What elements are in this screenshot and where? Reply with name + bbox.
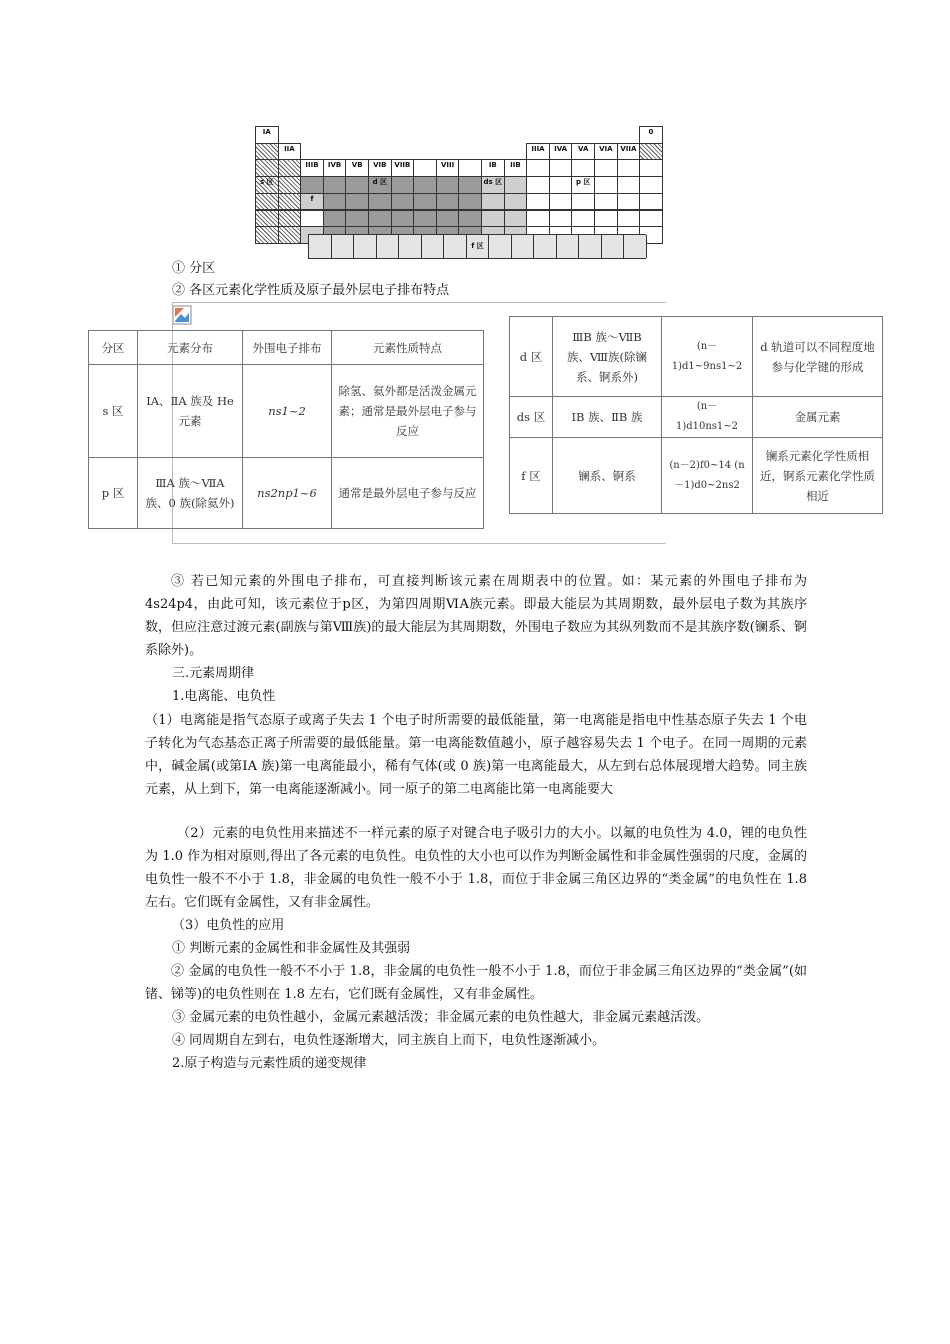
d-cell bbox=[413, 176, 437, 194]
p-cell bbox=[594, 176, 618, 194]
group-label-IVA: IVA bbox=[549, 143, 573, 161]
p-cell bbox=[571, 193, 595, 211]
p-cell bbox=[526, 210, 550, 228]
group-label-cell: IB bbox=[481, 159, 505, 177]
f-cell bbox=[534, 235, 557, 258]
p-region-label: p 区 bbox=[571, 176, 595, 194]
f-cell bbox=[309, 235, 332, 258]
ds-cell bbox=[504, 176, 528, 194]
s-cell bbox=[278, 176, 302, 194]
p-cell bbox=[639, 176, 663, 194]
row-f-dist: 镧系、锕系 bbox=[553, 438, 662, 514]
paragraph-ionization-energy: （1）电离能是指气态原子或离子失去 1 个电子时所需要的最低能量，第一电离能是指电中性基态原子失去 1 个电子转化为气态基态正离子所需要的最低能量。第一电离能数值越小，原子越容易失去 1 个电子。在同一周期的元素中，碱金属(或第ⅠA 族)第一电离能最小，稀有气体(或 0 族)第一电离能最大，从左到右总体展现增大趋势。同主族元素，从上到下，第一电离能逐渐减小。同一原子的第二电离能比第一电离能要大 bbox=[145, 713, 807, 797]
p-cell bbox=[549, 159, 573, 177]
d-region-label: d 区 bbox=[368, 176, 392, 194]
header-config: 外围电子排布 bbox=[243, 331, 332, 365]
ds-cell bbox=[504, 193, 528, 211]
s-cell bbox=[278, 193, 302, 211]
p-cell bbox=[617, 210, 641, 228]
group-label-0: 0 bbox=[639, 126, 663, 144]
header-zone: 分区 bbox=[89, 331, 138, 365]
f-cell bbox=[624, 235, 647, 258]
f-cell bbox=[422, 235, 445, 258]
row-p-dist: ⅢA 族～ⅦA 族、0 族(除氦外) bbox=[138, 458, 243, 529]
d-cell bbox=[300, 176, 324, 194]
d-cell bbox=[323, 210, 347, 228]
f-region-label: f 区 bbox=[467, 235, 490, 258]
row-d-feature: d 轨道可以不同程度地参与化学键的形成 bbox=[753, 317, 883, 397]
group-label-cell: IIB bbox=[504, 159, 528, 177]
d-cell bbox=[345, 193, 369, 211]
p-cell bbox=[617, 193, 641, 211]
group-label-VIA: VIA bbox=[594, 143, 618, 161]
group-label-cell: VIB bbox=[368, 159, 392, 177]
d-cell bbox=[458, 210, 482, 228]
row-p-config: ns2np1~6 bbox=[243, 458, 332, 529]
row-ds-zone: ds 区 bbox=[510, 397, 553, 438]
ds-cell bbox=[504, 210, 528, 228]
ds-region-label: ds 区 bbox=[481, 176, 505, 194]
d-cell bbox=[458, 176, 482, 194]
subheading-ionization: 1.电离能、电负性 bbox=[172, 689, 276, 704]
row-p-zone: p 区 bbox=[89, 458, 138, 529]
row-ds-config: (n－1)d10ns1~2 bbox=[662, 397, 753, 438]
d-cell bbox=[323, 193, 347, 211]
d-cell bbox=[391, 210, 415, 228]
row-f-zone: f 区 bbox=[510, 438, 553, 514]
he-cell bbox=[639, 143, 663, 161]
f-marker: f bbox=[300, 193, 324, 211]
group-label-cell bbox=[458, 159, 482, 177]
header-features: 元素性质特点 bbox=[332, 331, 484, 365]
d-cell bbox=[391, 193, 415, 211]
group-label-cell: VB bbox=[345, 159, 369, 177]
caption-zones: ① 分区 bbox=[172, 261, 216, 276]
s-cell bbox=[255, 159, 279, 177]
caption-properties: ② 各区元素化学性质及原子最外层电子排布特点 bbox=[172, 283, 450, 298]
d-cell bbox=[345, 210, 369, 228]
row-ds-dist: ⅠB 族、ⅡB 族 bbox=[553, 397, 662, 438]
ds-cell bbox=[481, 210, 505, 228]
group-label-VA: VA bbox=[571, 143, 595, 161]
group-label-IIA: IIA bbox=[278, 143, 302, 161]
row-f-config: (n－2)f0~14 (n－1)d0~2ns2 bbox=[662, 438, 753, 514]
s-cell bbox=[255, 210, 279, 228]
item-3: ③ 金属元素的电负性越小，金属元素越活泼；非金属元素的电负性越大，非金属元素越活泼。 bbox=[172, 1010, 710, 1025]
d-cell bbox=[345, 176, 369, 194]
row-ds-feature: 金属元素 bbox=[753, 397, 883, 438]
group-label-VIIA: VIIA bbox=[617, 143, 641, 161]
d-cell bbox=[436, 210, 460, 228]
s-region-label: s 区 bbox=[255, 176, 279, 194]
paragraph-position-rule: ③ 若已知元素的外围电子排布，可直接判断该元素在周期表中的位置。如：某元素的外围电子排布为4s24p4，由此可知，该元素位于p区，为第四周期ⅥA族元素。即最大能层为其周期数，最外层电子数为其族序数，但应注意过渡元素(副族与第Ⅷ族)的最大能层为其周期数，外围电子数应为其纵列数而不是其族序数(镧系、锕系除外)。 bbox=[145, 574, 807, 658]
s-cell bbox=[278, 159, 302, 177]
d-cell bbox=[436, 176, 460, 194]
row-d-config: (n－1)d1~9ns1~2 bbox=[662, 317, 753, 397]
f-cell bbox=[332, 235, 355, 258]
p-cell bbox=[549, 210, 573, 228]
p-cell bbox=[639, 193, 663, 211]
s-cell bbox=[255, 143, 279, 161]
p-cell bbox=[639, 159, 663, 177]
item-4: ④ 同周期自左到右，电负性逐渐增大，同主族自上而下，电负性逐渐减小。 bbox=[172, 1033, 606, 1048]
row-d-dist: ⅢB 族～ⅦB 族、Ⅷ族(除镧系、锕系外) bbox=[553, 317, 662, 397]
d-cell bbox=[436, 193, 460, 211]
p-cell bbox=[594, 210, 618, 228]
group-label-cell: VIII bbox=[436, 159, 460, 177]
group-label-IIIA: IIIA bbox=[526, 143, 550, 161]
f-marker bbox=[300, 210, 324, 228]
p-cell bbox=[617, 176, 641, 194]
p-cell bbox=[639, 210, 663, 228]
p-cell bbox=[549, 176, 573, 194]
p-cell bbox=[526, 159, 550, 177]
p-cell bbox=[526, 193, 550, 211]
d-cell bbox=[413, 210, 437, 228]
d-cell bbox=[368, 210, 392, 228]
group-label-cell: IIIB bbox=[300, 159, 324, 177]
s-cell bbox=[278, 210, 302, 228]
zones-table-right bbox=[509, 316, 883, 514]
d-cell bbox=[391, 176, 415, 194]
row-p-feature: 通常是最外层电子参与反应 bbox=[332, 458, 484, 529]
paragraph-electronegativity: （2）元素的电负性用来描述不一样元素的原子对键合电子吸引力的大小。以氟的电负性为 4.0，锂的电负性为 1.0 作为相对原则,得出了各元素的电负性。电负性的大小也可以作为判断金属性和非金属性强弱的尺度，金属的电负性一般不不小于 1.8，非金属的电负性一般不小于 1.8，而位于非金属三角区边界的“类金属”的电负性在 1.8 左右。它们既有金属性，又有非金属性。 bbox=[145, 826, 807, 910]
p-cell bbox=[526, 176, 550, 194]
p-cell bbox=[594, 159, 618, 177]
group-label-cell: VIIB bbox=[391, 159, 415, 177]
s-cell bbox=[255, 193, 279, 211]
f-cell bbox=[557, 235, 580, 258]
p-cell bbox=[571, 210, 595, 228]
f-block-row bbox=[308, 234, 646, 259]
group-label-IA: IA bbox=[255, 126, 279, 144]
row-s-feature: 除氢、氦外都是活泼金属元素；通常是最外层电子参与反应 bbox=[332, 365, 484, 458]
f-cell bbox=[602, 235, 625, 258]
row-s-zone: s 区 bbox=[89, 365, 138, 458]
f-cell bbox=[512, 235, 535, 258]
header-distribution: 元素分布 bbox=[138, 331, 243, 365]
p-cell bbox=[571, 159, 595, 177]
ds-cell bbox=[481, 193, 505, 211]
f-cell bbox=[377, 235, 400, 258]
group-label-cell: IVB bbox=[323, 159, 347, 177]
d-cell bbox=[323, 176, 347, 194]
subheading-electronegativity-use: （3）电负性的应用 bbox=[172, 918, 285, 933]
f-cell bbox=[354, 235, 377, 258]
group-label-cell bbox=[413, 159, 437, 177]
f-cell bbox=[444, 235, 467, 258]
d-cell bbox=[413, 193, 437, 211]
p-cell bbox=[617, 159, 641, 177]
row-s-dist: ⅠA、ⅡA 族及 He 元素 bbox=[138, 365, 243, 458]
s-cell bbox=[278, 226, 302, 244]
d-cell bbox=[458, 193, 482, 211]
s-cell bbox=[255, 226, 279, 244]
row-d-zone: d 区 bbox=[510, 317, 553, 397]
section-heading-periodic-law: 三.元素周期律 bbox=[172, 666, 255, 681]
subheading-trends: 2.原子构造与元素性质的递变规律 bbox=[172, 1056, 367, 1071]
row-f-feature: 镧系元素化学性质相近，锕系元素化学性质相近 bbox=[753, 438, 883, 514]
f-cell bbox=[489, 235, 512, 258]
p-cell bbox=[594, 193, 618, 211]
row-s-config: ns1~2 bbox=[243, 365, 332, 458]
f-cell bbox=[579, 235, 602, 258]
f-cell bbox=[399, 235, 422, 258]
item-2: ② 金属的电负性一般不不小于 1.8，非金属的电负性一般不小于 1.8，而位于非金属三角区边界的“类金属”(如锗、锑等)的电负性则在 1.8 左右，它们既有金属性，又有非金属性。 bbox=[145, 964, 807, 1002]
p-cell bbox=[549, 193, 573, 211]
zones-table-left bbox=[88, 330, 484, 529]
item-1: ① 判断元素的金属性和非金属性及其强弱 bbox=[172, 941, 411, 956]
d-cell bbox=[368, 193, 392, 211]
